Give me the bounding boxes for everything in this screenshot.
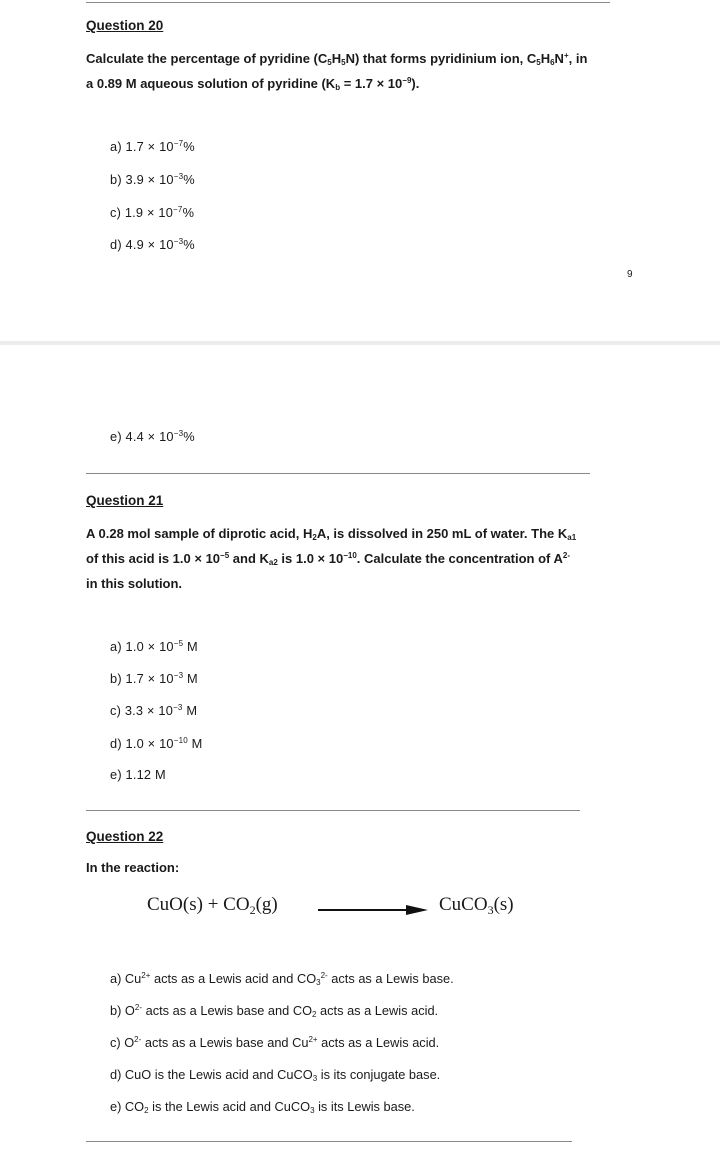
question-21-option-b[interactable]: b) $1.7 \times 10^{-3}$ M (110, 671, 198, 686)
question-20-option-c[interactable]: c) $1.9 \times 10^{-7}\%$ (110, 205, 195, 220)
page-number: 9 (627, 269, 633, 280)
question-20-stem (86, 46, 587, 96)
question-22-option-c[interactable]: c) $O^{2-}$ acts as a Lewis base and $Cu^{2+}$ acts as a Lewis acid. (110, 1035, 440, 1050)
question-22-stem: In the reaction: (86, 860, 180, 875)
question-21-stem (86, 521, 576, 596)
question-21-stem-line-1: A 0.28 mol sample of diprotic acid, $H_2A$, is dissolved in 250 mL of water. The $K_{a1}$ (86, 526, 577, 542)
question-20-option-d[interactable]: d) $4.9 \times 10^{-3}\%$ (110, 237, 195, 252)
page-break (0, 341, 720, 345)
question-21-option-d[interactable]: d) $1.0 \times 10^{-10}$ M (110, 736, 203, 751)
question-21-title: Question 21 (86, 493, 164, 508)
question-20-option-b[interactable]: b) $3.9 \times 10^{-3}\%$ (110, 172, 195, 187)
question-21-option-c[interactable]: c) $3.3 \times 10^{-3}$ M (110, 703, 198, 718)
question-20-stem-line-1: Calculate the percentage of pyridine $(C_5H_5N)$ that forms pyridinium ion, $C_5H_6N^+$, in (86, 51, 588, 67)
question-20-stem-line-2: a 0.89 M aqueous solution of pyridine $(K_b = 1.7 \times 10^{-9})$. (86, 76, 420, 92)
divider-q20-q21 (86, 473, 590, 474)
reaction-arrow-icon (318, 905, 428, 915)
question-20-option-a[interactable]: a) $1.7 \times 10^{-7}\%$ (110, 139, 195, 154)
question-22-option-a[interactable]: a) $Cu^{2+}$ acts as a Lewis acid and $CO_3^{2-}$ acts as a Lewis base. (110, 971, 454, 987)
question-20-title: Question 20 (86, 18, 164, 33)
question-22-title: Question 22 (86, 829, 164, 844)
question-22-option-d[interactable]: d) CuO is the Lewis acid and CuCO$_3$ is its conjugate base. (110, 1067, 441, 1083)
equation-products: CuCO$_3$(s) (439, 894, 514, 917)
question-22-option-b[interactable]: b) $O^{2-}$ acts as a Lewis base and $CO_2$ acts as a Lewis acid. (110, 1003, 439, 1019)
question-21-stem-line-2: of this acid is $1.0 \times 10^{-5}$ and $K_{a2}$ is $1.0 \times 10^{-10}$. Calculate the concentration of $A^{2-}$ (86, 551, 571, 567)
question-21-option-e[interactable]: e) 1.12 M (110, 767, 166, 782)
equation-reactants: $CuO(s) + CO_2(g)$ (147, 894, 278, 917)
top-divider (86, 2, 610, 3)
bottom-divider (86, 1141, 572, 1142)
divider-q21-q22 (86, 810, 580, 811)
question-21-option-a[interactable]: a) $1.0 \times 10^{-5}$ M (110, 639, 198, 654)
question-21-stem-line-3: in this solution. (86, 576, 183, 591)
question-20-option-e[interactable]: e) $4.4 \times 10^{-3}\%$ (110, 429, 195, 444)
question-22-option-e[interactable]: e) $CO_2$ is the Lewis acid and CuCO$_3$ is its Lewis base. (110, 1099, 415, 1115)
